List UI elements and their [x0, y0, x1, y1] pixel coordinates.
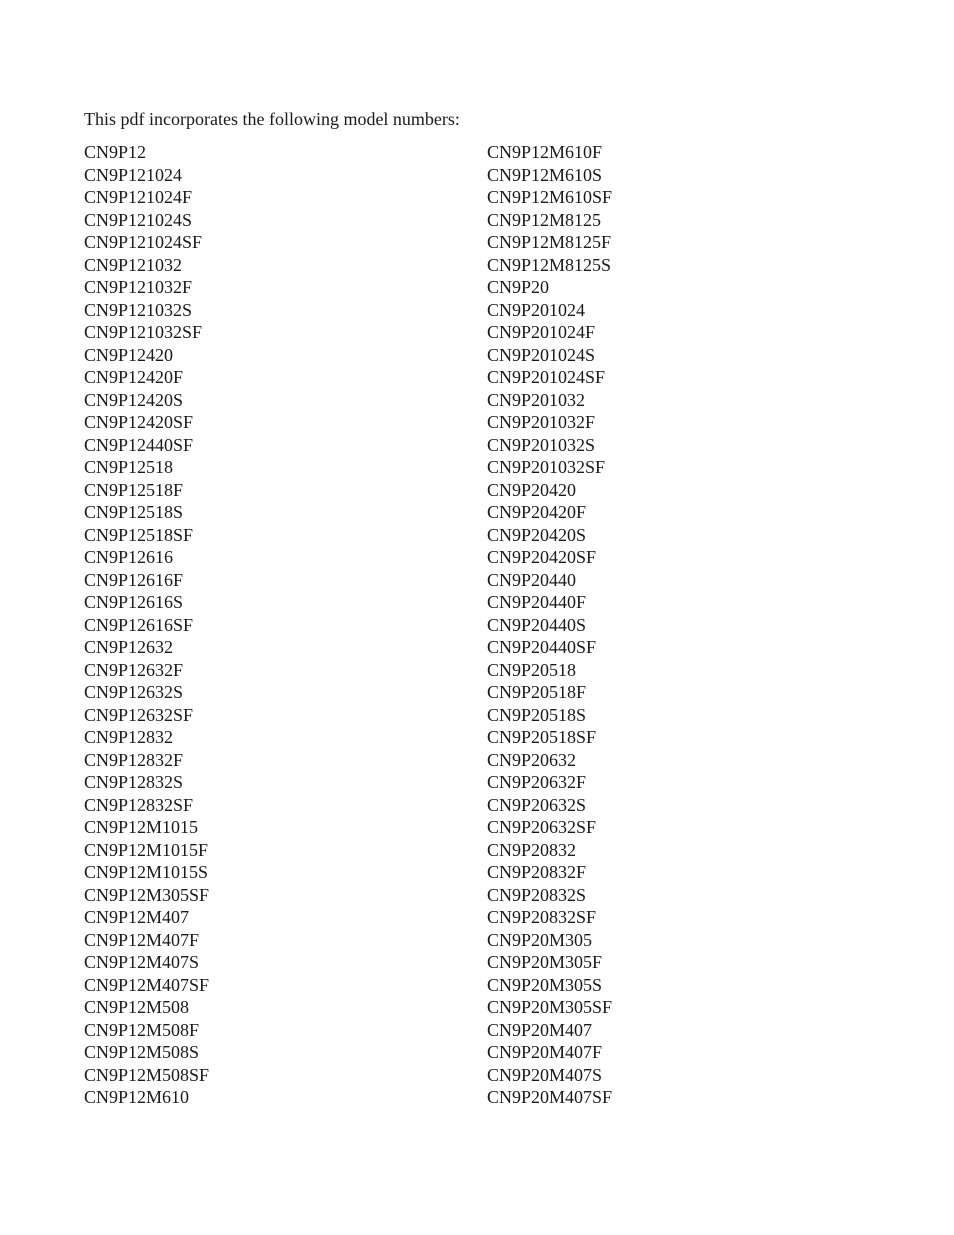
- model-number: CN9P12M610F: [487, 142, 603, 162]
- model-number: CN9P12420SF: [84, 412, 194, 432]
- model-number: CN9P20420: [487, 479, 577, 500]
- model-number: CN9P20420SF: [487, 547, 597, 567]
- model-number: CN9P20832S: [487, 884, 587, 905]
- model-number: CN9P121032: [84, 254, 183, 275]
- model-number: CN9P20M407S: [487, 1064, 603, 1085]
- model-number: CN9P20632: [487, 749, 577, 770]
- model-number: CN9P201032: [487, 389, 586, 410]
- model-number: CN9P12M8125S: [487, 254, 612, 275]
- model-list-right: [487, 141, 612, 1109]
- model-number: CN9P12M508S: [84, 1042, 200, 1062]
- model-number: CN9P12M8125: [487, 209, 602, 230]
- model-number: CN9P20440S: [487, 614, 587, 635]
- model-number: CN9P12M610S: [487, 164, 603, 185]
- model-number: CN9P201024F: [487, 322, 596, 342]
- model-number: CN9P12420F: [84, 367, 184, 387]
- model-number: CN9P121032S: [84, 299, 193, 320]
- model-number: CN9P20518SF: [487, 727, 597, 747]
- model-number: CN9P12518F: [84, 479, 184, 500]
- model-number: CN9P12M1015F: [84, 839, 209, 860]
- model-number: CN9P20518: [487, 659, 577, 680]
- model-number: CN9P121032SF: [84, 322, 203, 342]
- model-number: CN9P20420F: [487, 502, 587, 522]
- model-number: CN9P12M305SF: [84, 884, 210, 905]
- model-number: CN9P20M305F: [487, 952, 603, 972]
- model-number: CN9P12M407F: [84, 929, 200, 950]
- model-number: CN9P12M508SF: [84, 1064, 210, 1085]
- model-number: CN9P12832SF: [84, 794, 194, 815]
- model-number: CN9P12: [84, 142, 147, 162]
- model-number: CN9P12832S: [84, 772, 184, 792]
- model-number: CN9P12440SF: [84, 434, 194, 455]
- model-number: CN9P20420S: [487, 524, 587, 545]
- model-number: CN9P201032F: [487, 412, 596, 432]
- model-number: CN9P12632: [84, 637, 174, 657]
- model-number: CN9P121024SF: [84, 232, 203, 252]
- model-number: CN9P20M407SF: [487, 1087, 613, 1107]
- model-number: CN9P20518S: [487, 704, 587, 725]
- model-number: CN9P12518: [84, 457, 174, 477]
- model-number: CN9P201024SF: [487, 367, 606, 387]
- model-number: CN9P12M508: [84, 997, 190, 1017]
- model-number: CN9P12632S: [84, 682, 184, 702]
- model-number: CN9P12M1015S: [84, 862, 209, 882]
- model-number: CN9P12M407SF: [84, 974, 210, 995]
- model-number: CN9P12616F: [84, 569, 184, 590]
- model-number: CN9P12616S: [84, 592, 184, 612]
- model-number: CN9P12616: [84, 547, 174, 567]
- model-number: CN9P12832F: [84, 749, 184, 770]
- model-number: CN9P20440SF: [487, 637, 597, 657]
- model-number: CN9P12420S: [84, 389, 184, 410]
- model-number: CN9P121024F: [84, 187, 193, 207]
- model-number: CN9P12M8125F: [487, 232, 612, 252]
- model-number: CN9P12616SF: [84, 614, 194, 635]
- model-number: CN9P12M508F: [84, 1019, 200, 1040]
- model-number: CN9P201024S: [487, 344, 596, 365]
- model-number: CN9P12M610SF: [487, 187, 613, 207]
- model-number: CN9P20632F: [487, 772, 587, 792]
- intro-text: This pdf incorporates the following model numbers:: [84, 109, 460, 129]
- model-number: CN9P12420: [84, 344, 174, 365]
- model-number: CN9P12M407: [84, 907, 190, 927]
- model-number: CN9P201024: [487, 299, 586, 320]
- model-number: CN9P20632SF: [487, 817, 597, 837]
- model-number: CN9P20518F: [487, 682, 587, 702]
- model-number: CN9P20M305S: [487, 974, 603, 995]
- model-number: CN9P201032SF: [487, 457, 606, 477]
- model-number: CN9P20832: [487, 839, 577, 860]
- model-number: CN9P20: [487, 277, 550, 297]
- model-number: CN9P12M1015: [84, 817, 199, 837]
- model-number: CN9P121024S: [84, 209, 193, 230]
- model-number: CN9P20M305SF: [487, 997, 613, 1017]
- model-number: CN9P12632F: [84, 659, 184, 680]
- model-number: CN9P20632S: [487, 794, 587, 815]
- model-number: CN9P20832SF: [487, 907, 597, 927]
- model-number: CN9P20M407: [487, 1019, 593, 1040]
- model-number: CN9P12518S: [84, 502, 184, 522]
- model-number: CN9P20440F: [487, 592, 587, 612]
- model-number: CN9P12518SF: [84, 524, 194, 545]
- model-number: CN9P12M407S: [84, 952, 200, 972]
- model-number: CN9P121032F: [84, 277, 193, 297]
- model-list-left: [84, 141, 209, 1109]
- model-number: CN9P121024: [84, 164, 183, 185]
- model-number: CN9P12832: [84, 727, 174, 747]
- model-number: CN9P20M407F: [487, 1042, 603, 1062]
- model-number: CN9P20M305: [487, 929, 593, 950]
- model-number: CN9P12M610: [84, 1087, 190, 1107]
- model-number: CN9P20832F: [487, 862, 587, 882]
- model-number: CN9P201032S: [487, 434, 596, 455]
- model-number: CN9P20440: [487, 569, 577, 590]
- model-number: CN9P12632SF: [84, 704, 194, 725]
